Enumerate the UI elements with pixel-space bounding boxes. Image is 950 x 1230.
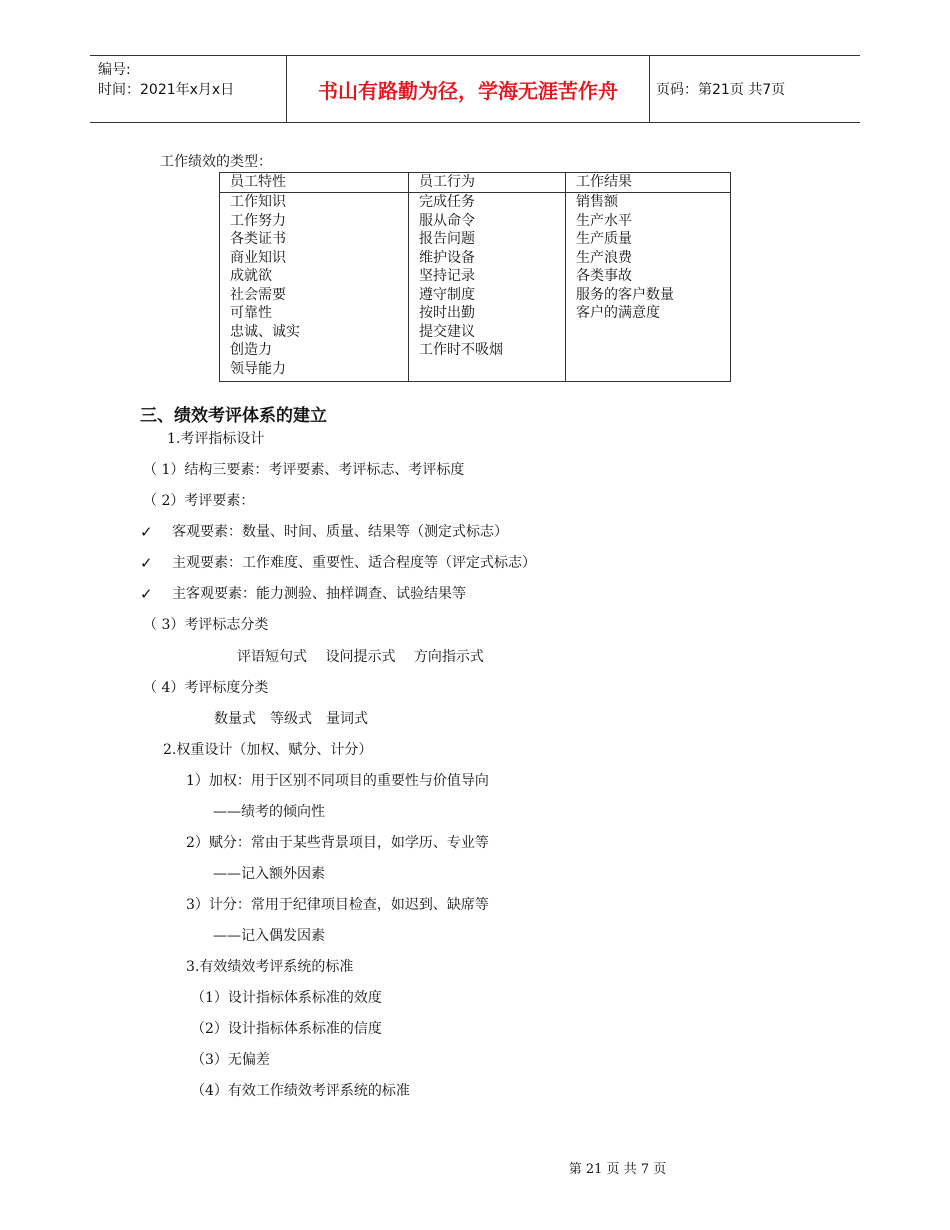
body-line: 1）加权：用于区别不同项目的重要性与价值导向 (186, 773, 489, 789)
column-traits (220, 193, 409, 382)
table-intro: 工作绩效的类型： (160, 154, 272, 170)
list-item: 服从命令 (419, 212, 475, 229)
list-item: 社会需要 (230, 286, 286, 303)
body-line: （ 4）考评标度分类 (143, 680, 269, 696)
body-line: 2）赋分：常由于某些背景项目，如学历、专业等 (186, 835, 489, 851)
list-item: 按时出勤 (419, 305, 475, 321)
list-item: 创造力 (230, 342, 272, 358)
performance-types-table (219, 172, 731, 382)
body-line: ——绩考的倾向性 (213, 804, 325, 820)
body-line: 数量式 等级式 量词式 (214, 711, 368, 727)
body-line: （1）设计指标体系标准的效度 (191, 990, 382, 1006)
table-header: 员工行为 (409, 173, 566, 193)
body-line: 3）计分：常用于纪律项目检查，如迟到、缺席等 (186, 897, 489, 913)
body-line: 主客观要素：能力测验、抽样调查、试验结果等 (172, 586, 466, 602)
check-icon: ✓ (140, 554, 153, 572)
list-item: 维护设备 (419, 249, 475, 266)
list-item: 生产水平 (576, 212, 632, 229)
list-item: 成就欲 (230, 268, 272, 284)
header-meta (98, 60, 284, 100)
page-info: 页码：第21页 共7页 (656, 82, 786, 98)
list-item: 坚持记录 (419, 268, 475, 284)
table-header: 工作结果 (566, 173, 731, 193)
list-item: 客户的满意度 (576, 305, 660, 321)
list-item: 生产浪费 (576, 249, 632, 266)
body-line: 2.权重设计（加权、赋分、计分） (163, 742, 373, 758)
list-item: 工作时不吸烟 (419, 342, 503, 358)
list-item: 提交建议 (419, 323, 475, 340)
list-item: 生产质量 (576, 231, 632, 247)
code-label: 编号: (98, 62, 131, 78)
body-line: （ 3）考评标志分类 (143, 617, 269, 633)
body-line: （3）无偏差 (191, 1052, 270, 1068)
list-item: 领导能力 (230, 360, 286, 377)
body-line: 主观要素：工作难度、重要性、适合程度等（评定式标志） (172, 555, 536, 571)
column-behaviors (409, 193, 566, 382)
body-line: （ 2）考评要素： (143, 493, 255, 509)
motto: 书山有路勤为径，学海无涯苦作舟 (318, 78, 618, 103)
list-item: 工作知识 (230, 194, 286, 210)
body-line: （ 1）结构三要素：考评要素、考评标志、考评标度 (143, 462, 465, 478)
body-line: （4）有效工作绩效考评系统的标准 (191, 1083, 410, 1099)
list-item: 各类证书 (230, 231, 286, 247)
list-item: 服务的客户数量 (576, 286, 674, 303)
list-item: 销售额 (576, 194, 618, 210)
body-line: 3.有效绩效考评系统的标准 (186, 959, 354, 975)
list-item: 报告问题 (419, 231, 475, 247)
page-footer: 第 21 页 共 7 页 (568, 1162, 667, 1177)
body-line: 评语短句式 设问提示式 方向指示式 (237, 649, 484, 665)
body-line: ——记入额外因素 (213, 866, 325, 882)
body-line: ——记入偶发因素 (213, 928, 325, 944)
time-label: 时间：2021年x月x日 (98, 82, 235, 98)
list-item: 各类事故 (576, 268, 632, 284)
list-item: 工作努力 (230, 212, 286, 229)
section-title: 三、绩效考评体系的建立 (140, 406, 327, 426)
list-item: 遵守制度 (419, 286, 475, 303)
body-line: 客观要素：数量、时间、质量、结果等（测定式标志） (172, 524, 508, 540)
header-motto-cell (286, 56, 650, 122)
list-item: 可靠性 (230, 305, 272, 321)
table-header: 员工特性 (220, 173, 409, 193)
body-line: （2）设计指标体系标准的信度 (191, 1021, 382, 1037)
list-item: 商业知识 (230, 249, 286, 266)
check-icon: ✓ (140, 523, 153, 541)
column-results (566, 193, 731, 382)
list-item: 完成任务 (419, 194, 475, 210)
list-item: 忠诚、诚实 (230, 323, 300, 340)
body-line: 1.考评指标设计 (167, 431, 265, 447)
page-header (90, 55, 860, 123)
check-icon: ✓ (140, 585, 153, 603)
